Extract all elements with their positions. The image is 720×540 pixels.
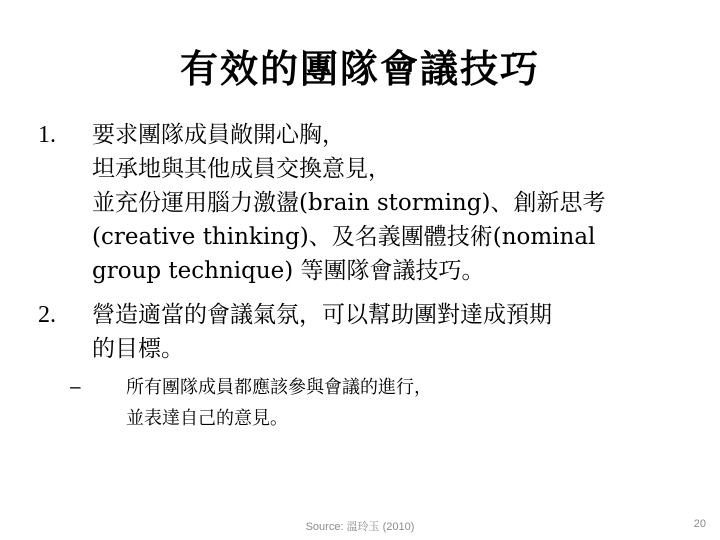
sub-bullet: – (70, 377, 81, 398)
list-item-number: 1. (38, 122, 56, 148)
list-item-body (92, 298, 552, 366)
sub-list-body (126, 372, 432, 434)
list-item-line: 要求團隊成員敞開心胸， (92, 122, 345, 148)
list-item-line: 的目標。 (92, 336, 184, 362)
list-item-line: 營造適當的會議氣氛，可以幫助團對達成預期 (92, 302, 552, 328)
page-number: 20 (693, 518, 706, 530)
list-item-body (92, 118, 605, 288)
list-item-line: group technique) 等團隊會議技巧。 (92, 258, 485, 284)
list-item-2 (38, 298, 698, 370)
list-item-line: (creative thinking)、及名義團體技術(nominal (92, 224, 596, 250)
list-item-line: 坦承地與其他成員交換意見， (92, 156, 391, 182)
sub-list-line: 所有團隊成員都應該參與會議的進行， (126, 377, 432, 398)
source-citation: Source: 溫玲玉 (2010) (305, 521, 415, 533)
sub-list-line: 並表達自己的意見。 (126, 408, 288, 429)
slide-title: 有效的團隊會議技巧 (179, 46, 540, 91)
list-item-1 (38, 118, 698, 293)
list-item-line: 並充份運用腦力激盪(brain storming)、創新思考 (92, 190, 606, 216)
list-item-number: 2. (38, 302, 56, 328)
